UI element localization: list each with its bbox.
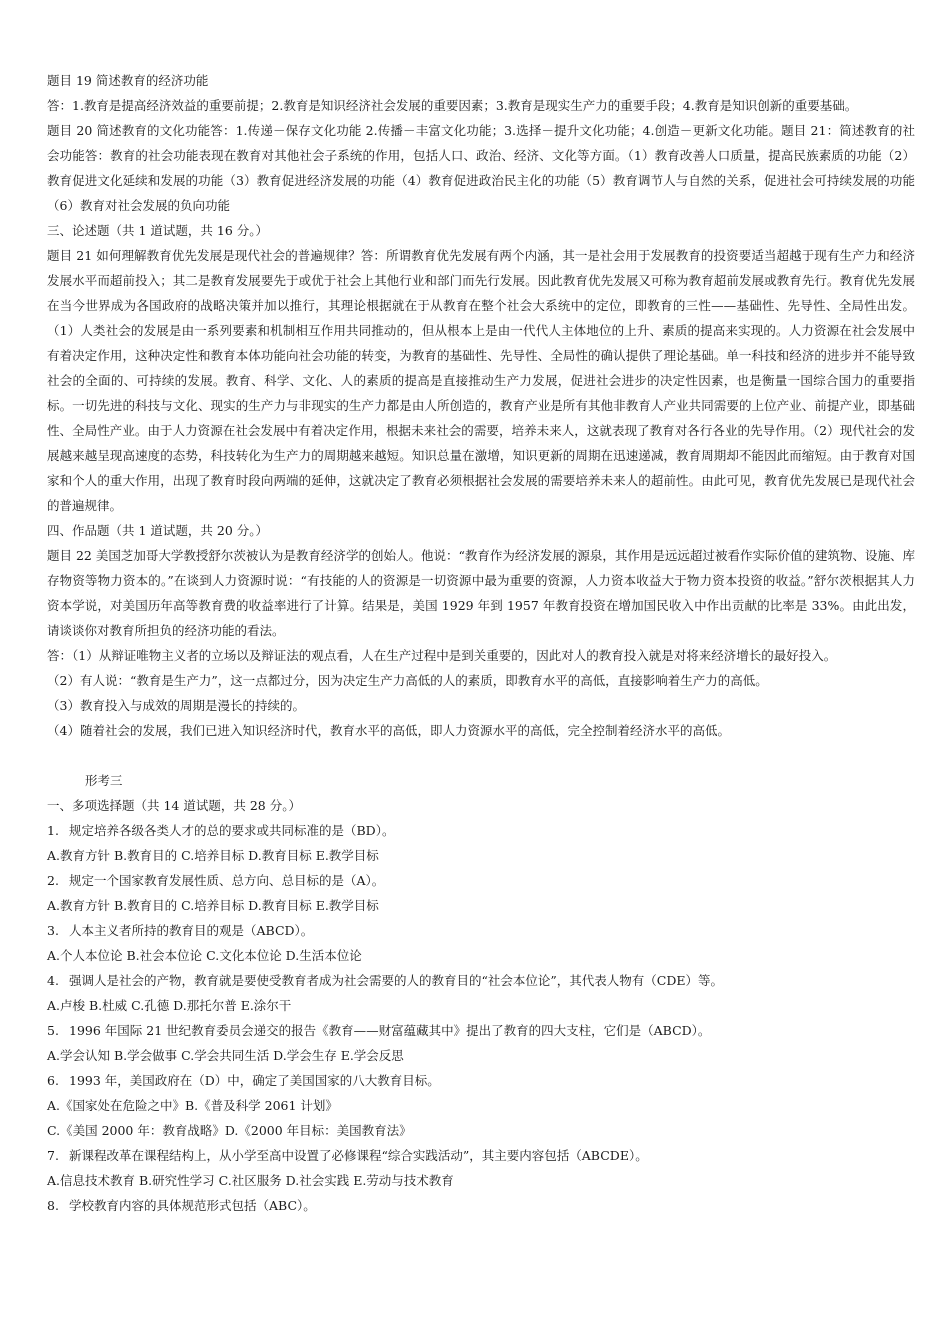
question-options: C.《美国 2000 年：教育战略》D.《2000 年目标：美国教育法》 (47, 1123, 412, 1138)
q22-answer-4: （4）随着社会的发展，我们已进入知识经济时代，教育水平的高低，即人力资源水平的高低，完全控制着经济水平的高低。 (47, 723, 730, 738)
question-item (47, 1193, 915, 1218)
q19-answer: 答：1.教育是提高经济效益的重要前提；2.教育是知识经济社会发展的重要因素；3.教育是现实生产力的重要手段；4.教育是知识创新的重要基础。 (47, 98, 858, 113)
question-item (47, 868, 915, 893)
question-number: 2. (47, 873, 59, 888)
section1-heading: 一、多项选择题（共 14 道试题，共 28 分。） (47, 798, 301, 813)
xingkao3-heading: 形考三 (85, 773, 123, 788)
question-number: 6. (47, 1073, 59, 1088)
question-options: A.教育方针 B.教育目的 C.培养目标 D.教育目标 E.教学目标 (47, 848, 379, 863)
question-number: 5. (47, 1023, 59, 1038)
question-number: 8. (47, 1198, 59, 1213)
q22-answer-2: （2）有人说：“教育是生产力”，这一点都过分，因为决定生产力高低的人的素质，即教育水平的高低，直接影响着生产力的高低。 (47, 673, 768, 688)
question-item (47, 968, 915, 993)
question-text: 规定培养各级各类人才的总的要求或共同标准的是（BD）。 (69, 823, 395, 838)
question-text: 规定一个国家教育发展性质、总方向、总目标的是（A）。 (69, 873, 385, 888)
question-text: 学校教育内容的具体规范形式包括（ABC）。 (69, 1198, 316, 1213)
question-list (47, 818, 915, 1218)
question-number: 1. (47, 823, 59, 838)
question-number: 4. (47, 973, 59, 988)
question-item (47, 918, 915, 943)
question-options: A.学会认知 B.学会做事 C.学会共同生活 D.学会生存 E.学会反思 (47, 1048, 404, 1063)
question-options: A.个人本位论 B.社会本位论 C.文化本位论 D.生活本位论 (47, 948, 362, 963)
question-options: A.信息技术教育 B.研究性学习 C.社区服务 D.社会实践 E.劳动与技术教育 (47, 1173, 454, 1188)
question-text: 1993 年，美国政府在（D）中，确定了美国国家的八大教育目标。 (69, 1073, 440, 1088)
question-number: 3. (47, 923, 59, 938)
question-options: A.《国家处在危险之中》B.《普及科学 2061 计划》 (47, 1098, 338, 1113)
q21-essay: 题目 21 如何理解教育优先发展是现代社会的普遍规律？答：所谓教育优先发展有两个内涵，其一是社会用于发展教育的投资要适当超越于现有生产力和经济发展水平而超前投入；其二是教育发展要先于或优于社会上其他行业和部门而先行发展。因此教育优先发展又可称为教育超前发展或教育先行。教育优先发展在当今世界成为各国政府的战略决策并加以推行，其理论根据就在于从教育在整个社会大系统中的定位，即教育的三性——基础性、先导性、全局性出发。（1）人类社会的发展是由一系列要素和机制相互作用共同推动的，但从根本上是由一代代人主体地位的上升、素质的提高来实现的。人力资源在社会发展中有着决定作用，这种决定性和教育本体功能向社会功能的转变，为教育的基础性、先导性、全局性的确认提供了理论基础。单一科技和经济的进步并不能导致社会的全面的、可持续的发展。教育、科学、文化、人的素质的提高是直接推动生产力发展，促进社会进步的决定性因素，也是衡量一国综合国力的重要指标。一切先进的科技与文化、现实的生产力与非现实的生产力都是由人所创造的，教育产业是所有其他非教育人产业共同需要的上位产业、前提产业，即基础性、全局性产业。由于人力资源在社会发展中有着决定作用，根据未来社会的需要，培养未来人，这就表现了教育对各行各业的先导作用。（2）现代社会的发展越来越呈现高速度的态势，科技转化为生产力的周期越来越短。知识总量在激增，知识更新的周期在迅速递减，教育周期却不能因此而缩短。由于教育对国家和个人的重大作用，出现了教育时段向两端的延伸，这就决定了教育必须根据社会发展的需要培养未来人的超前性。由此可见，教育优先发展已是现代社会的普遍规律。 (47, 248, 915, 513)
question-number: 7. (47, 1148, 59, 1163)
question-options: A.卢梭 B.杜威 C.孔德 D.那托尔普 E.涂尔干 (47, 998, 292, 1013)
question-item (47, 1018, 915, 1043)
q22-answer-3: （3）教育投入与成效的周期是漫长的持续的。 (47, 698, 305, 713)
blank-line (47, 743, 915, 768)
q22-answer-1: 答：（1）从辩证唯物主义者的立场以及辩证法的观点看，人在生产过程中是到关重要的，因此对人的教育投入就是对将来经济增长的最好投入。 (47, 648, 837, 663)
q20-21-text: 题目 20 简述教育的文化功能答：1.传递－保存文化功能 2.传播－丰富文化功能；3.选择－提升文化功能；4.创造－更新文化功能。题目 21：简述教育的社会功能答：教育的社会功能表现在教育对其他社会子系统的作用，包括人口、政治、经济、文化等方面。（1）教育改善人口质量，提高民族素质的功能（2）教育促进文化延续和发展的功能（3）教育促进经济发展的功能（4）教育促进政治民主化的功能（5）教育调节人与自然的关系，促进社会可持续发展的功能（6）教育对社会发展的负向功能 (47, 123, 915, 213)
question-item (47, 1143, 915, 1168)
question-item (47, 818, 915, 843)
section3-heading: 三、论述题（共 1 道试题，共 16 分。） (47, 223, 269, 238)
question-options: A.教育方针 B.教育目的 C.培养目标 D.教育目标 E.教学目标 (47, 898, 379, 913)
question-text: 新课程改革在课程结构上，从小学至高中设置了必修课程“综合实践活动”，其主要内容包括（ABCDE）。 (69, 1148, 648, 1163)
q19-title: 题目 19 简述教育的经济功能 (47, 73, 209, 88)
question-item (47, 1068, 915, 1093)
q22-question: 题目 22 美国芝加哥大学教授舒尔茨被认为是教育经济学的创始人。他说：“教育作为经济发展的源泉，其作用是远远超过被看作实际价值的建筑物、设施、库存物资等物力资本的。”在谈到人力资源时说：“有技能的人的资源是一切资源中最为重要的资源，人力资本收益大于物力资本投资的收益。”舒尔茨根据其人力资本学说，对美国历年高等教育费的收益率进行了计算。结果是，美国 1929 年到 1957 年教育投资在增加国民收入中作出贡献的比率是 33%。由此出发，请谈谈你对教育所担负的经济功能的看法。 (47, 548, 915, 638)
question-text: 1996 年国际 21 世纪教育委员会递交的报告《教育——财富蕴藏其中》提出了教育的四大支柱，它们是（ABCD）。 (69, 1023, 711, 1038)
question-text: 强调人是社会的产物，教育就是要使受教育者成为社会需要的人的教育目的“社会本位论”，其代表人物有（CDE）等。 (69, 973, 723, 988)
section4-heading: 四、作品题（共 1 道试题，共 20 分。） (47, 523, 269, 538)
question-text: 人本主义者所持的教育目的观是（ABCD）。 (69, 923, 314, 938)
document-content (47, 68, 915, 1218)
